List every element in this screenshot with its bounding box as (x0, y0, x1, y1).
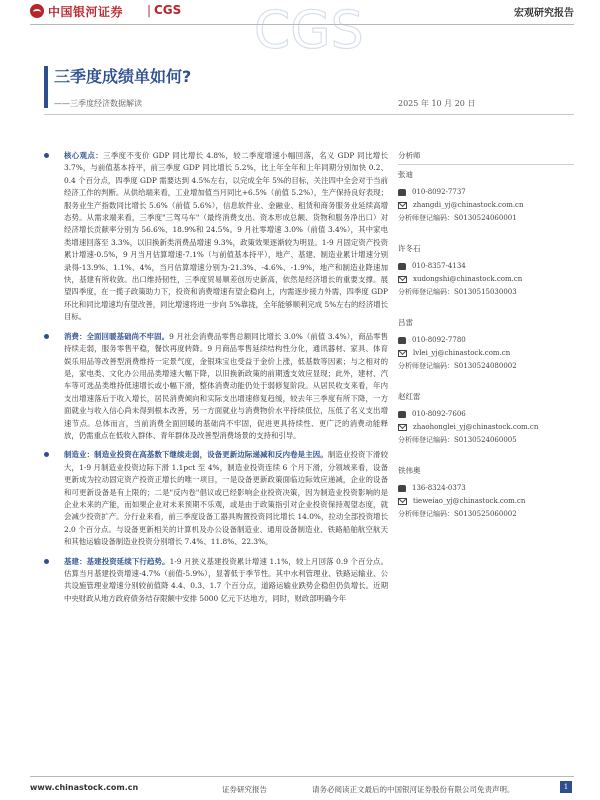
analyst-phone: 010-8092-7780 (398, 334, 574, 347)
paragraph-core-view (44, 150, 388, 324)
analyst-reg-code: 分析师登记编码：S0130525060002 (398, 510, 517, 518)
paragraph-lead: 基建：基建投资延续下行趋势。 (64, 556, 170, 566)
analyst-phone: 010-8357-4134 (398, 260, 574, 273)
title-accent-bar (44, 66, 48, 108)
analyst-name: 吕雷 (398, 318, 413, 327)
paragraph-consumption (44, 331, 388, 443)
report-type-label: 宏观研究报告 (514, 8, 574, 19)
paragraph-manufacturing (44, 449, 388, 548)
analyst-card (398, 169, 574, 225)
analyst-reg-code: 分析师登记编码：S0130515030003 (398, 288, 517, 296)
paragraph-text: 9 月社会消费品零售总额同比增长 3.0%（前值 3.4%），商品零售持续走弱，服务零售平稳，餐饮再度转降。9 月商品零售延续结构性分化，通讯器材、家具、体育娱乐用品等改善型消费维持一定景气度，金银珠宝也受益于金价上涨，低基数等因素；与之相对的是，家电类、文化办公用品类增速大幅下降，以旧换新政策的前期透支效应显现；此外，建材、汽车等可选品类维持低速增长或小幅下滑，整体消费动能仍处于弱修复阶段。从居民收支来看，年内支出增速落后于收入增长，居民消费倾向和实际支出增速修复趋缓，较去年三季度有所下降，一方面就业与收入信心尚未得到根本改善，另一方面就业与消费物价水平持续低位，压低了名义支出增速节点。总体而言，当前消费全面回暖的基础尚不牢固，促进更具持续性、更广泛的消费动能释放，仍需重点在低收入群体、青年群体及改善型消费场景的支持和引导。 (64, 331, 388, 440)
analyst-name: 许冬石 (398, 244, 421, 253)
phone-icon (398, 411, 406, 418)
analyst-phone: 010-8092-7737 (398, 186, 574, 199)
analyst-email[interactable]: xudongshi@chinastock.com.cn (398, 273, 574, 286)
paragraph-lead: 制造业：制造业投资在高基数下继续走弱，设备更新边际递减和反内卷是主因。 (64, 450, 328, 460)
footer-url-link[interactable]: www.chinastock.com.cn (30, 783, 139, 792)
page-subtitle: ——三季度经济数据解读 (54, 99, 142, 108)
header-divider (30, 24, 574, 25)
svg-text:CGS: CGS (254, 1, 364, 61)
bullet-icon (44, 559, 49, 564)
sidebar-heading: 分析师 (398, 150, 574, 165)
paragraph-lead: 消费：全面回暖基础尚不牢固。 (64, 331, 170, 341)
logo-separator: | (147, 3, 152, 17)
title-divider (44, 114, 574, 115)
mail-icon (398, 202, 407, 209)
phone-icon (398, 263, 406, 270)
footer-divider (30, 776, 574, 777)
analyst-reg-code: 分析师登记编码：S0130524080002 (398, 362, 517, 370)
footer-disclaimer: 请务必阅读正文最后的中国银河证券股份有限公司免责声明。 (312, 785, 515, 794)
analyst-email[interactable]: zhaohonglei_yj@chinastock.com.cn (398, 421, 574, 434)
page-title: 三季度成绩单如何? (54, 67, 192, 86)
analyst-card (398, 317, 574, 373)
cgs-logo-icon (30, 4, 44, 18)
analyst-reg-code: 分析师登记编码：S0130524060005 (398, 436, 517, 444)
logo-text-cn: 中国银河证券 (48, 5, 124, 19)
cgs-watermark-icon (250, 0, 364, 61)
analyst-email[interactable]: tieweiao_yj@chinastock.com.cn (398, 495, 574, 508)
analyst-phone: 136-8324-0373 (398, 482, 574, 495)
analyst-reg-code: 分析师登记编码：S0130524060001 (398, 214, 517, 222)
paragraph-infrastructure (44, 556, 388, 606)
main-content (44, 150, 388, 760)
analyst-email[interactable]: lvlei_yj@chinastock.com.cn (398, 347, 574, 360)
mail-icon (398, 276, 407, 283)
bullet-icon (44, 452, 49, 457)
paragraph-text: 1-9 月狭义基建投资累计增速 1.1%，较上月回落 0.9 个百分点。估算当月基建投资增速-4.7%（前值-5.9%），显著低于季节性。其中水利管理业、铁路运输业、公共设施管理业增速分别较前值降 4.4、0.3、1.7 个百分点，道路运输业跌势企稳但仍负增长。近期中央财政从地方政府债务结存限额中安排 5000 亿元下达地方，同时，财政部明确今年 (64, 556, 388, 603)
mail-icon (398, 350, 407, 357)
analyst-email[interactable]: zhangdi_yj@chinastock.com.cn (398, 199, 574, 212)
phone-icon (398, 189, 406, 196)
report-date: 2025 年 10 月 20 日 (398, 99, 476, 108)
analyst-card (398, 465, 574, 521)
paragraph-text: 三季度不变价 GDP 同比增长 4.8%，较二季度增速小幅回落，名义 GDP 同比增长 3.7%，与前值基本持平，前三季度 GDP 同比增长 5.2%，比上年全年和上年同期分别加快 0.2、0.4 个百分点，四季度 GDP 需要达到 4.5%左右，以完成全年 5%的目标，关注四中全会对于当前经济工作的判断。从供给端来看，工业增加值当月同比+6.5%（前值 5.2%），生产保持良好表现；服务业生产指数同比增长 5.6%（前值 5.6%），信息软件业、金融业、租赁和商务服务业延续高增态势。从需求端来看，三季度"三驾马车"（最终消费支出、资本形成总额、货物和服务净出口）对经济增长贡献率分别为 56.6%、18.9%和 24.5%。9 月社零增速 3.0%（前值 3.4%），其中家电类增速回落至 3.3%，以旧换新类消费品增速 9.3%，政策效果逐渐较为明显。1-9 月固定资产投资累计增速-0.5%，9 月当月估算增速-7.1%（与前值基本持平），地产、基建、制造业累计增速分别录得-13.9%、1.1%、4%，当月估算增速分别为-21.3%、-4.6%、-1.9%，地产和制造业降速加快，基建有所收敛。出口维持韧性，三季度贸易顺差创历史新高，依然是经济增长的重要支撑。展望四季度，在一揽子政策助力下，投资和消费增速有望企稳向上，内需逐步接力外需，四季度 GDP 环比和同比增速均有望改善，同比增速将进一步向 5%靠拢，全年能够顺利完成 5%左右的经济增长目标。 (64, 151, 388, 322)
logo-text-en: CGS (154, 3, 182, 17)
page-number: 1 (560, 781, 572, 793)
mail-icon (398, 498, 407, 505)
paragraph-text: 制造业投资下滑较大，1-9 月制造业投资边际下滑 1.1pct 至 4%，制造业投资连续 6 个月下滑，分领域来看，设备更新成为拉动固定资产投资正增长的唯一项目，一是设备更新政策面临边际效应递减，企业的设备和可更新设备是有上限的；二是"反内卷"倡议或已经影响企业投资决策，因为制造业投资影响的是企业未来的产能，而如果企业对未来预期不乐观，或是由于政策指引对企业投资保持观望态度，就会减少投资扩产。分行业来看，前三季度设备工器具购置投资同比增长 14.0%，拉动全部投资增长 2.0 个百分点。与设备更新相关的计算机及办公设备制造业、通用设备制造业、铁路船舶航空航天和其他运输设备制造业投资分别增长 7.4%、11.8%、22.3%。 (64, 450, 388, 547)
analyst-card (398, 391, 574, 447)
analyst-name: 赵红雷 (398, 392, 421, 401)
paragraph-lead: 核心观点： (64, 151, 104, 160)
analyst-card (398, 243, 574, 299)
footer-report-label: 证券研究报告 (222, 785, 267, 794)
analyst-phone: 010-8092-7606 (398, 408, 574, 421)
phone-icon (398, 485, 406, 492)
phone-icon (398, 337, 406, 344)
analyst-sidebar (398, 150, 574, 760)
bullet-icon (44, 334, 49, 339)
bullet-icon (44, 153, 49, 158)
analyst-name: 张迪 (398, 170, 413, 179)
mail-icon (398, 424, 407, 431)
analyst-name: 铁伟奥 (398, 466, 421, 475)
